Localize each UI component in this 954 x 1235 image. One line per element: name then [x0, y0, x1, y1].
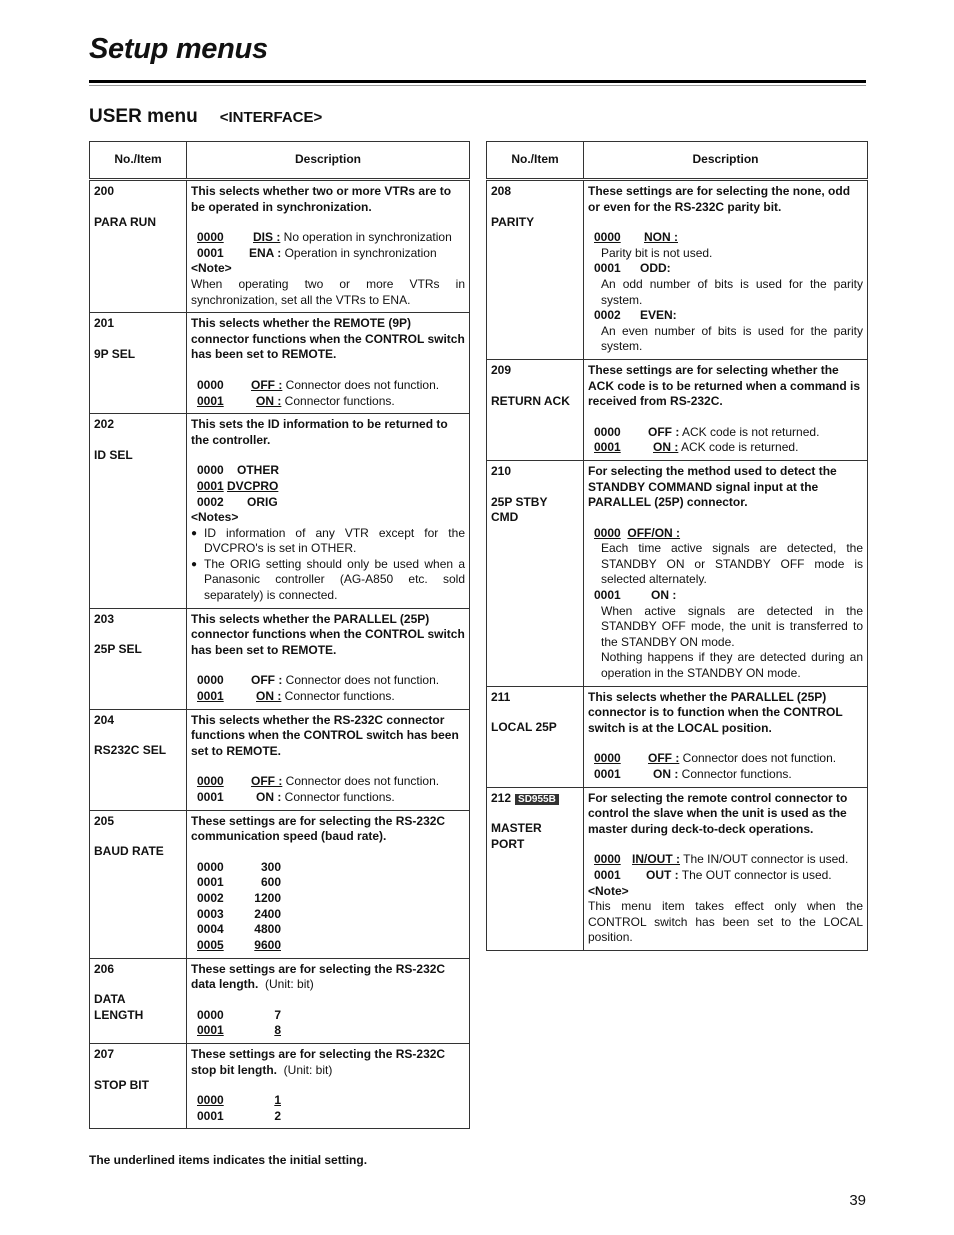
option-line: 0002 EVEN:	[594, 308, 677, 323]
item-name: MASTER	[491, 821, 542, 836]
item-name-cont: CMD	[491, 510, 519, 525]
settings-table-left	[89, 141, 470, 1129]
option-text: Each time active signals are detected, the STANDBY ON or STANDBY OFF mode is selected alternately.	[601, 541, 863, 587]
option-line: 0000 OFF : ACK code is not returned.	[594, 424, 820, 439]
item-description: This selects whether the PARALLEL (25P) connector functions when the CONTROL switch has been set to REMOTE.	[191, 611, 465, 657]
option-line: 0001 OUT : The OUT connector is used.	[594, 867, 832, 882]
option-line: 0000 OFF : Connector does not function.	[594, 751, 837, 766]
option-line: 0000 1	[197, 1093, 281, 1108]
option-text: When active signals are detected in the STANDBY OFF mode, the unit is transferred to the STANDBY ON mode.	[601, 603, 863, 649]
option-line: 0001 ON : Connector functions.	[197, 790, 395, 804]
note-label: <Note>	[191, 261, 232, 276]
stopbit-options	[191, 1093, 465, 1124]
table-row	[90, 313, 470, 414]
item-name: LOCAL 25P	[491, 720, 557, 735]
item-number: 208	[491, 184, 512, 198]
baud-options	[191, 860, 465, 954]
item-number: 202	[94, 417, 115, 432]
note-text: When operating two or more VTRs in synchronization, set all the VTRs to ENA.	[191, 276, 465, 307]
option-line: 0004 4800	[197, 922, 281, 937]
option-line: 0000 300	[197, 859, 281, 874]
option-line: 0000 IN/OUT : The IN/OUT connector is used.	[594, 852, 849, 867]
item-number: 209	[491, 362, 512, 377]
table-row	[90, 1043, 470, 1128]
option-text: Parity bit is not used.	[601, 245, 713, 260]
option-line: 0001 ON :	[594, 588, 677, 603]
item-number: 210	[491, 463, 512, 478]
option-line: 0001 600	[197, 875, 281, 890]
table-row	[90, 958, 470, 1043]
option-text: Nothing happens if they are detected during an operation in the STANDBY ON mode.	[601, 650, 863, 681]
table-row	[90, 709, 470, 810]
item-name: 25P STBY	[491, 494, 548, 509]
item-name: ID SEL	[94, 447, 133, 462]
item-name: 25P SEL	[94, 642, 142, 657]
option-line: 0000 OFF/ON :	[594, 525, 681, 540]
settings-table-right	[486, 141, 868, 951]
table-row	[487, 180, 868, 360]
option-line: 0005 9600	[197, 937, 281, 952]
item-description: This selects whether two or more VTRs are to be operated in synchronization.	[191, 184, 452, 214]
note-label: <Note>	[588, 883, 629, 898]
option-line: 0001 8	[197, 1023, 281, 1038]
item-description: This selects whether the RS-232C connector functions when the CONTROL switch has been set to REMOTE.	[191, 712, 459, 758]
model-badge: SD955B	[515, 794, 559, 805]
table-row	[487, 787, 868, 950]
table-row	[487, 686, 868, 787]
menu-name: USER menu	[89, 106, 198, 127]
item-description: These settings are for selecting the RS-232C data length. (Unit: bit)	[191, 961, 446, 992]
menu-sub: <INTERFACE>	[219, 109, 323, 126]
item-name: BAUD RATE	[94, 844, 164, 859]
option-line: 0000 OTHER	[197, 463, 280, 478]
item-description: These settings are for selecting the none, odd or even for the RS-232C parity bit.	[588, 184, 851, 214]
note-bullet: ● The ORIG setting should only be used when a Panasonic controller (AG-A850 etc. sold separately) is connected.	[191, 556, 465, 603]
item-description: These settings are for selecting whether the ACK code is to be returned when a command is received from RS-232C.	[588, 362, 861, 409]
item-description: These settings are for selecting the RS-232C stop bit length. (Unit: bit)	[191, 1046, 446, 1077]
option-line: 0001 ENA : Operation in synchronization	[197, 245, 437, 260]
item-name: DATA	[94, 992, 126, 1007]
option-line: 0001 ON : Connector functions.	[594, 767, 792, 781]
item-name: PARITY	[491, 214, 535, 229]
option-line: 0002 ORIG	[197, 494, 278, 509]
header-description: Description	[187, 142, 470, 180]
item-description: This sets the ID information to be returned to the controller.	[191, 417, 448, 447]
header-description: Description	[584, 142, 868, 180]
table-row	[487, 460, 868, 686]
item-number: 207	[94, 1046, 115, 1061]
table-row	[90, 608, 470, 709]
option-line: 0001 ON : ACK code is returned.	[594, 440, 799, 455]
item-name: PARA RUN	[94, 214, 156, 229]
item-number: 204	[94, 712, 115, 727]
item-number: 211	[491, 689, 511, 704]
item-description: This selects whether the PARALLEL (25P) connector is to function when the CONTROL switch is at the LOCAL position.	[588, 689, 843, 735]
table-row	[487, 359, 868, 460]
note-bullet: ● ID information of any VTR except for the DVCPRO's is set in OTHER.	[191, 525, 465, 556]
header-no-item: No./Item	[90, 142, 187, 180]
item-name: RETURN ACK	[491, 393, 570, 408]
option-line: 0000 OFF : Connector does not function.	[197, 673, 440, 688]
page-title: Setup menus	[89, 33, 268, 65]
item-number: 205	[94, 813, 115, 828]
option-line: 0003 2400	[197, 906, 281, 921]
option-line: 0001 DVCPRO	[197, 478, 279, 493]
item-number: 200	[94, 184, 115, 198]
option-line: 0001 ON : Connector functions.	[197, 689, 395, 704]
note-text: This menu item takes effect only when the CONTROL switch has been set to the LOCAL position.	[588, 899, 863, 945]
title-rule-thin	[89, 85, 866, 86]
item-number: 206	[94, 961, 115, 976]
item-name: STOP BIT	[94, 1077, 149, 1092]
item-description: For selecting the method used to detect the STANDBY COMMAND signal input at the PARALLEL (25P) connector.	[588, 463, 837, 510]
length-options	[191, 1008, 465, 1039]
option-line: 0001 ODD:	[594, 261, 671, 276]
notes-label: <Notes>	[191, 510, 239, 525]
item-name: 9P SEL	[94, 346, 136, 361]
item-number-line: 212 SD955B	[491, 791, 579, 807]
option-text: An even number of bits is used for the parity system.	[601, 323, 863, 354]
item-number: 201	[94, 316, 115, 331]
table-row	[90, 180, 470, 313]
option-line: 0000 DIS : No operation in synchronization	[197, 230, 452, 245]
page-number: 39	[849, 1192, 866, 1209]
table-row	[90, 810, 470, 958]
item-description: These settings are for selecting the RS-232C communication speed (baud rate).	[191, 813, 446, 844]
option-line: 0001 ON : Connector functions.	[197, 393, 395, 408]
header-no-item: No./Item	[487, 142, 584, 180]
item-name: RS232C SEL	[94, 743, 167, 758]
option-line: 0000 OFF : Connector does not function.	[197, 774, 440, 789]
option-line: 0002 1200	[197, 890, 281, 905]
item-number: 203	[94, 611, 115, 626]
title-rule	[89, 80, 866, 83]
item-name-cont: LENGTH	[94, 1007, 144, 1022]
item-description: This selects whether the REMOTE (9P) connector functions when the CONTROL switch has been set to REMOTE.	[191, 316, 465, 362]
section-heading	[89, 106, 322, 128]
item-description: For selecting the remote control connector to control the slave when the unit is used as the master during deck-to-deck operations.	[588, 790, 848, 836]
option-line: 0000 NON :	[594, 230, 678, 245]
option-line: 0000 OFF : Connector does not function.	[197, 377, 440, 392]
table-row	[90, 414, 470, 609]
option-line: 0000 7	[197, 1007, 281, 1022]
option-text: An odd number of bits is used for the parity system.	[601, 276, 863, 307]
option-line: 0001 2	[197, 1108, 281, 1123]
footnote: The underlined items indicates the initial setting.	[89, 1153, 368, 1167]
item-name-cont: PORT	[491, 836, 525, 851]
